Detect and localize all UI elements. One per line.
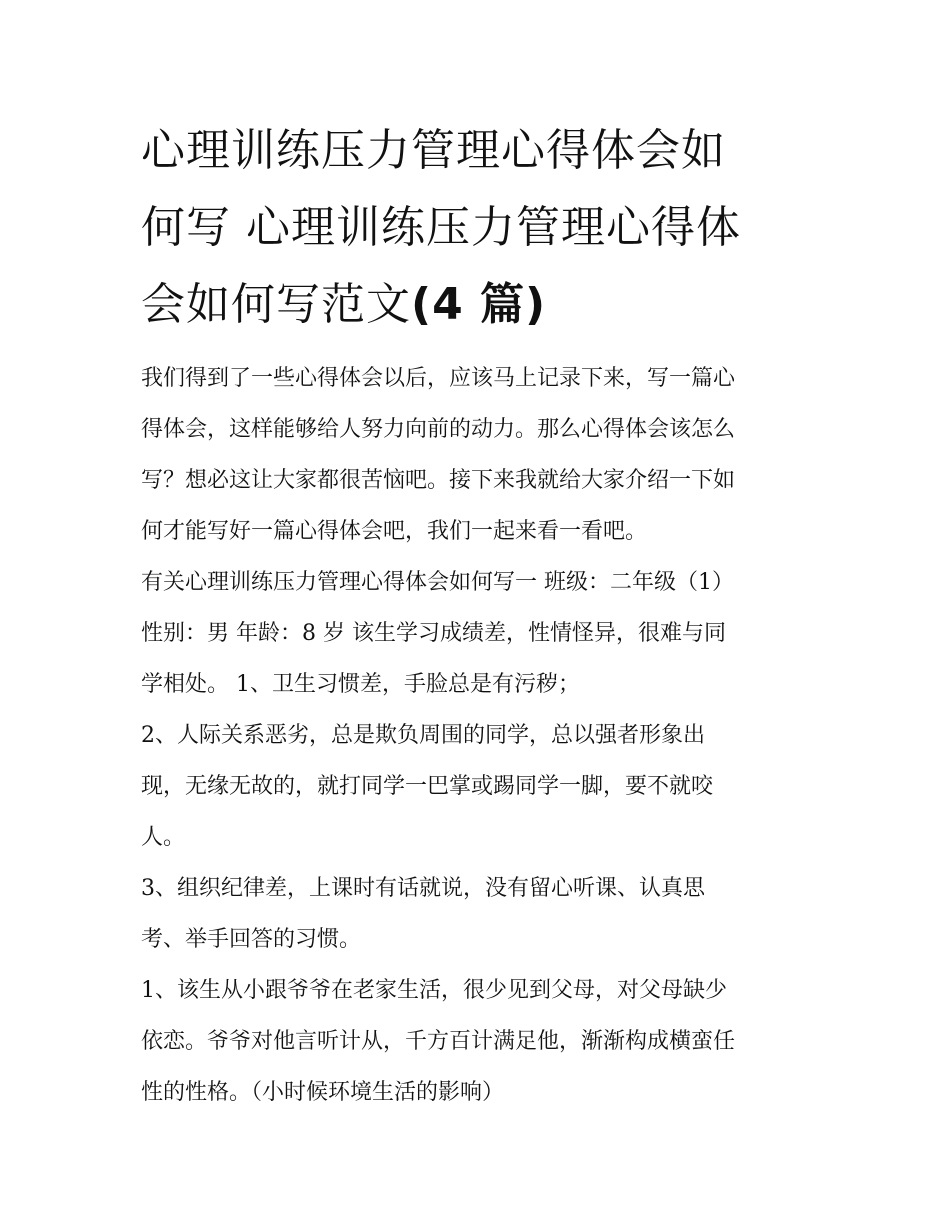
text-line: 考、举手回答的习惯。 xyxy=(141,927,362,952)
title-line: 何写 心理训练压力管理心得体 xyxy=(141,202,741,253)
title-line xyxy=(141,266,821,343)
text-line: 性的性格。（小时候环境生活的影响） xyxy=(141,1080,505,1105)
document-body xyxy=(141,112,821,1118)
text-line: 有关心理训练压力管理心得体会如何写一 班级：二年级（1） xyxy=(141,570,734,595)
behavior-paragraph-3 xyxy=(141,863,821,965)
text-line: 人。 xyxy=(141,825,186,850)
text-line: 我们得到了一些心得体会以后，应该马上记录下来，写一篇心 xyxy=(141,366,736,391)
document-title xyxy=(141,112,821,343)
text-line: 学相处。 1、卫生习惯差，手脸总是有污秽； xyxy=(141,672,580,697)
title-line-text: 会如何写范文 xyxy=(141,279,411,330)
text-line: 依恋。爷爷对他言听计从，千方百计满足他，渐渐构成横蛮任 xyxy=(141,1029,736,1054)
behavior-paragraph-2 xyxy=(141,710,821,863)
text-line: 写？想必这让大家都很苦恼吧。接下来我就给大家介绍一下如 xyxy=(141,468,736,493)
text-line: 现，无缘无故的，就打同学一巴掌或踢同学一脚，要不就咬 xyxy=(141,774,714,799)
text-line: 3、组织纪律差，上课时有话就说，没有留心听课、认真思 xyxy=(141,876,705,901)
text-line: 何才能写好一篇心得体会吧，我们一起来看一看吧。 xyxy=(141,519,648,544)
text-line: 1、该生从小跟爷爷在老家生活，很少见到父母，对父母缺少 xyxy=(141,978,727,1003)
cause-paragraph-1 xyxy=(141,965,821,1118)
student-info-paragraph xyxy=(141,557,821,710)
intro-paragraph xyxy=(141,353,821,557)
text-line: 2、人际关系恶劣，总是欺负周围的同学，总以强者形象出 xyxy=(141,723,705,748)
text-line: 性别：男 年龄：8 岁 该生学习成绩差，性情怪异，很难与同 xyxy=(141,621,726,646)
title-count: (4 篇) xyxy=(411,279,547,330)
text-line: 得体会，这样能够给人努力向前的动力。那么心得体会该怎么 xyxy=(141,417,736,442)
title-line: 心理训练压力管理心得体会如 xyxy=(141,125,726,176)
